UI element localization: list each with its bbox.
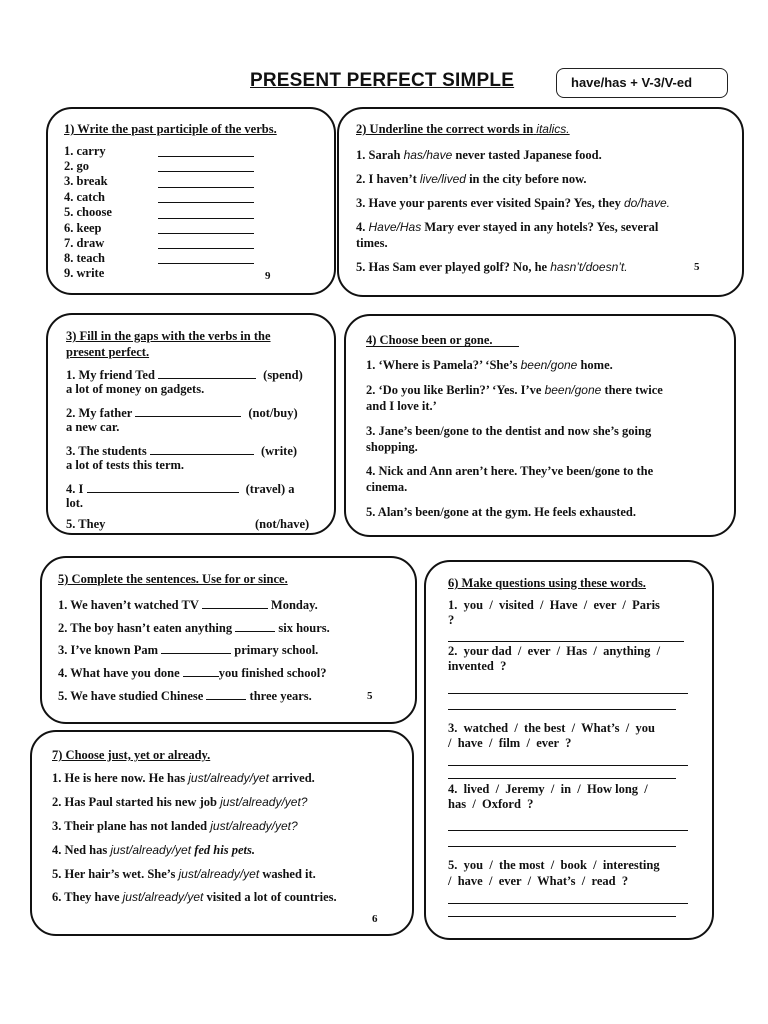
text: 4.: [356, 220, 366, 234]
s7-line-3: [52, 818, 298, 834]
section-5-score: 5: [367, 690, 373, 702]
option-text[interactable]: been/gone: [544, 383, 602, 397]
section-7-heading: 7) Choose just, yet or already.: [52, 748, 211, 762]
option-text[interactable]: been/gone: [520, 358, 578, 372]
text: 6. They have: [52, 890, 120, 904]
answer-blank[interactable]: [202, 596, 268, 609]
text: 1. We haven’t watched TV: [58, 598, 199, 612]
s5-line-4: [58, 664, 326, 681]
section-2-heading: [356, 121, 570, 137]
s2-line-5: [356, 259, 628, 275]
answer-line[interactable]: [448, 916, 676, 917]
s5-line-1: [58, 596, 318, 613]
answer-blank[interactable]: [206, 687, 246, 700]
verb-hint: (travel) a: [245, 482, 295, 496]
s6-q1b: ?: [448, 613, 455, 627]
answer-blank[interactable]: [158, 171, 254, 172]
text: 1. Sarah: [356, 148, 401, 162]
s3-line-4b: lot.: [66, 496, 84, 510]
text: 2. ‘Do you like Berlin?’ ‘Yes. I’ve: [366, 383, 542, 397]
text: 5. We have studied Chinese: [58, 689, 204, 703]
answer-blank[interactable]: [158, 263, 254, 264]
text: 3. The students: [66, 444, 147, 458]
section-6-heading: 6) Make questions using these words.: [448, 576, 646, 590]
answer-blank[interactable]: [161, 641, 231, 654]
s5-line-5: [58, 687, 312, 704]
text: Monday.: [270, 598, 318, 612]
option-text[interactable]: just/already/yet: [188, 771, 269, 785]
section-1-score: 9: [265, 270, 271, 282]
formula-box: have/has + V-3/V-ed: [556, 68, 728, 98]
text: 1. ‘Where is Pamela?’ ‘She’s: [366, 358, 518, 372]
text: visited a lot of countries.: [206, 890, 337, 904]
s4-line-1: [366, 357, 613, 373]
answer-blank[interactable]: [235, 619, 275, 632]
s6-q1: 1. you / visited / Have / ever / Paris: [448, 598, 660, 612]
s6-q4: 4. lived / Jeremy / in / How long /: [448, 782, 648, 796]
text: 4. I: [66, 482, 84, 496]
s6-q5: 5. you / the most / book / interesting: [448, 858, 660, 872]
section-3-heading-2: present perfect.: [66, 345, 150, 359]
section-3-heading-1: 3) Fill in the gaps with the verbs in the: [66, 329, 271, 343]
verb-item: 6. keep: [64, 221, 102, 235]
text: 4. What have you done: [58, 666, 180, 680]
text: 3. Have your parents ever visited Spain? Yes, they: [356, 196, 621, 210]
s5-line-2: [58, 619, 330, 636]
s3-line-2b: a new car.: [66, 420, 120, 434]
verb-item: 2. go: [64, 159, 89, 173]
s4-line-5: 5. Alan’s been/gone at the gym. He feels exhausted.: [366, 505, 637, 519]
s3-line-5-verb: (not/have): [255, 517, 310, 531]
s4-line-2: [366, 382, 663, 398]
s2-line-3: [356, 195, 670, 211]
option-text[interactable]: just/already/yet?: [210, 819, 298, 833]
answer-blank[interactable]: [150, 442, 254, 455]
option-text[interactable]: do/have.: [623, 196, 670, 210]
text: Mary ever stayed in any hotels? Yes, several: [424, 220, 659, 234]
answer-blank[interactable]: [158, 187, 254, 188]
answer-line[interactable]: [448, 846, 676, 847]
verb-hint: (not/buy): [248, 406, 298, 420]
answer-blank[interactable]: [158, 202, 254, 203]
text: never tasted Japanese food.: [455, 148, 602, 162]
answer-line[interactable]: [448, 778, 676, 779]
answer-blank[interactable]: [158, 248, 254, 249]
option-text[interactable]: just/already/yet: [122, 890, 204, 904]
s2-line-4b: times.: [356, 236, 388, 250]
verb-item: 7. draw: [64, 236, 105, 250]
option-text[interactable]: just/already/yet: [110, 843, 192, 857]
text: there twice: [604, 383, 663, 397]
verb-item: 1. carry: [64, 144, 106, 158]
text: primary school.: [234, 643, 319, 657]
text: 2. The boy hasn’t eaten anything: [58, 621, 233, 635]
text: washed it.: [262, 867, 316, 881]
verb-hint: (write): [260, 444, 298, 458]
s6-q3b: / have / film / ever ?: [448, 736, 572, 750]
section-2-score: 5: [694, 261, 700, 273]
s3-line-5: [66, 516, 105, 532]
text: 3. Their plane has not landed: [52, 819, 208, 833]
s4-line-4b: cinema.: [366, 480, 408, 494]
answer-line[interactable]: [448, 641, 684, 642]
text: arrived.: [272, 771, 315, 785]
s7-line-1: [52, 770, 315, 786]
heading-text: 2) Underline the correct words in: [356, 122, 534, 136]
s7-line-2: [52, 794, 307, 810]
text: 2. I haven’t: [356, 172, 417, 186]
s4-line-2b: and I love it.’: [366, 399, 437, 413]
text: 1. My friend Ted: [66, 368, 155, 382]
answer-blank[interactable]: [158, 156, 254, 157]
option-text[interactable]: has/have: [403, 148, 453, 162]
text: you finished school?: [218, 666, 327, 680]
verb-item: 4. catch: [64, 190, 105, 204]
text: six hours.: [278, 621, 330, 635]
answer-blank[interactable]: [87, 480, 239, 493]
s7-line-6: [52, 889, 337, 905]
s6-q4b: has / Oxford ?: [448, 797, 534, 811]
answer-blank[interactable]: [158, 366, 256, 379]
s6-q2b: invented ?: [448, 659, 507, 673]
s2-line-4: [356, 219, 658, 235]
answer-blank[interactable]: [158, 233, 254, 234]
text: 1. He is here now. He has: [52, 771, 186, 785]
option-text[interactable]: live/lived: [419, 172, 466, 186]
text: 4. Ned has: [52, 843, 108, 857]
answer-line[interactable]: [448, 903, 688, 904]
text: 2. Has Paul started his new job: [52, 795, 217, 809]
text: 3. I’ve known Pam: [58, 643, 159, 657]
page-title: PRESENT PERFECT SIMPLE: [250, 70, 515, 91]
text: 2. My father: [66, 406, 133, 420]
s3-line-4: [66, 480, 295, 497]
answer-line[interactable]: [448, 693, 688, 694]
text: home.: [580, 358, 613, 372]
text: 5. Has Sam ever played golf? No, he: [356, 260, 548, 274]
s2-line-2: [356, 171, 587, 187]
answer-line[interactable]: [448, 765, 688, 766]
heading-italic: italics.: [536, 122, 570, 136]
verb-item: 5. choose: [64, 205, 112, 219]
s7-line-5: [52, 866, 316, 882]
answer-blank[interactable]: [135, 404, 241, 417]
s2-line-1: [356, 147, 602, 163]
s3-line-1b: a lot of money on gadgets.: [66, 382, 205, 396]
answer-line[interactable]: [448, 709, 676, 710]
answer-line[interactable]: [448, 830, 688, 831]
text: three years.: [249, 689, 312, 703]
section-1-heading: 1) Write the past participle of the verbs.: [64, 122, 277, 136]
s6-q2: 2. your dad / ever / Has / anything /: [448, 644, 661, 658]
verb-item: 8. teach: [64, 251, 105, 265]
verb-item: 9. write: [64, 266, 105, 280]
verb-item: 3. break: [64, 174, 108, 188]
option-text[interactable]: just/already/yet: [178, 867, 260, 881]
section-7-score: 6: [372, 913, 378, 925]
s6-q3: 3. watched / the best / What’s / you: [448, 721, 655, 735]
answer-blank[interactable]: [183, 664, 219, 677]
text: 5. Her hair’s wet. She’s: [52, 867, 176, 881]
text: 5. They: [66, 517, 106, 531]
s5-line-3: [58, 641, 318, 658]
option-text[interactable]: hasn’t/doesn’t.: [550, 260, 628, 274]
section-5-heading: 5) Complete the sentences. Use for or since.: [58, 572, 288, 586]
s4-line-3: 3. Jane’s been/gone to the dentist and now she’s going: [366, 424, 652, 438]
text: fed his pets.: [194, 843, 255, 857]
s6-q5b: / have / ever / What’s / read ?: [448, 874, 629, 888]
option-text[interactable]: Have/Has: [368, 220, 422, 234]
section-4-heading: 4) Choose been or gone.: [366, 333, 493, 347]
text: in the city before now.: [469, 172, 587, 186]
answer-blank[interactable]: [158, 218, 254, 219]
s7-line-4: [52, 842, 255, 858]
s4-line-3b: shopping.: [366, 440, 418, 454]
option-text[interactable]: just/already/yet?: [220, 795, 308, 809]
verb-hint: (spend): [263, 368, 303, 382]
heading-underline: [366, 346, 519, 347]
s3-line-3b: a lot of tests this term.: [66, 458, 185, 472]
s4-line-4: 4. Nick and Ann aren’t here. They’ve been/gone to the: [366, 464, 654, 478]
